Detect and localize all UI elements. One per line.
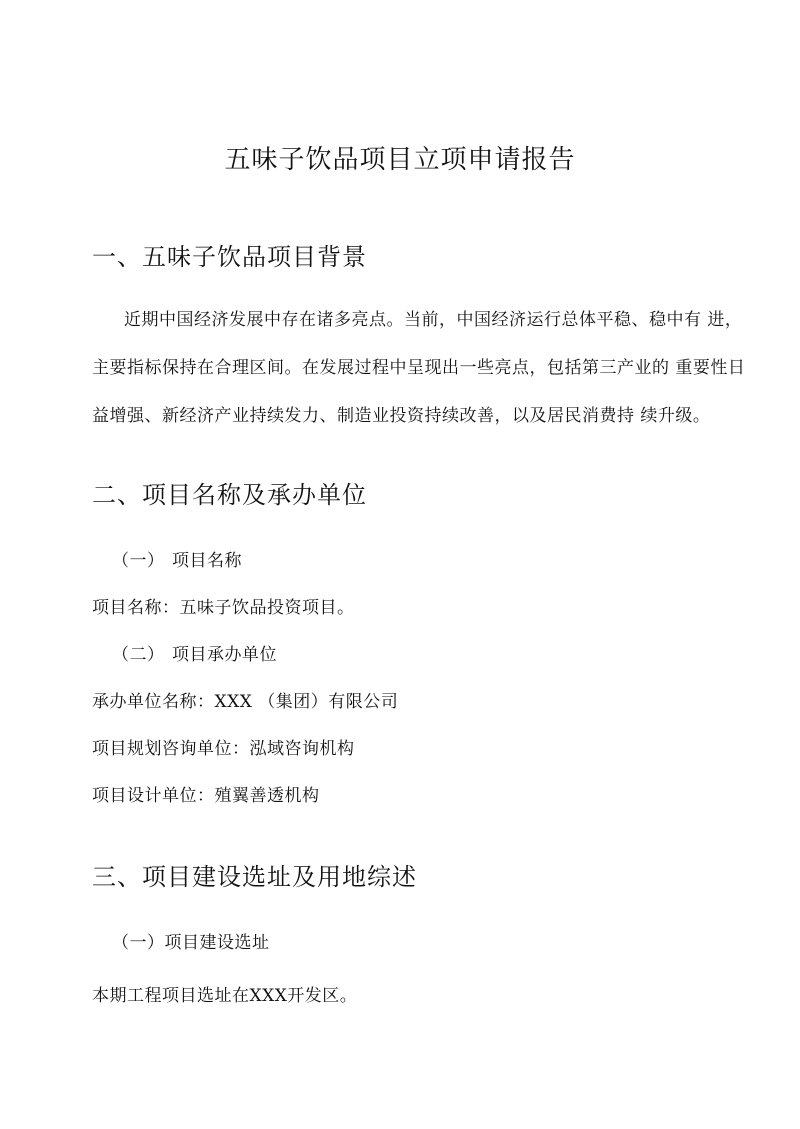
paragraph-line: 主要指标保持在合理区间。在发展过程中呈现出一些亮点，包括第三产业的 重要性日	[92, 358, 746, 378]
subsection-number: （一）	[112, 551, 165, 571]
paragraph-line: 益增强、新经济产业持续发力、制造业投资持续改善，以及居民消费持 续升级。	[92, 406, 711, 426]
subsection-title: 项目承办单位	[172, 645, 277, 665]
subsection-number: （二）	[112, 645, 165, 665]
subsection-heading	[112, 548, 242, 574]
section-number: 二、	[92, 481, 142, 509]
section-heading-1	[92, 240, 367, 274]
subsection-heading	[112, 642, 277, 668]
section-number: 一、	[92, 243, 142, 271]
subsection-heading	[112, 930, 270, 956]
site-line: 本期工程项目选址在XXX开发区。	[92, 986, 358, 1006]
planning-unit-line: 项目规划咨询单位：泓域咨询机构	[92, 739, 355, 759]
design-unit-line: 项目设计单位：殖翼善透机构	[92, 786, 320, 806]
document-title: 五味子饮品项目立项申请报告	[224, 145, 576, 175]
section-heading-3	[92, 860, 417, 894]
paragraph-line: 近期中国经济发展中存在诸多亮点。当前，中国经济运行总体平稳、稳中有 进，	[124, 310, 743, 330]
section-title: 项目名称及承办单位	[142, 481, 367, 509]
section-title: 五味子饮品项目背景	[142, 243, 367, 271]
subsection-title: 项目名称	[172, 551, 242, 571]
host-unit-line: 承办单位名称：XXX （集团）有限公司	[92, 692, 399, 712]
subsection-title: （一）项目建设选址	[112, 933, 270, 953]
section-title: 项目建设选址及用地综述	[142, 863, 417, 891]
project-name-line: 项目名称：五味子饮品投资项目。	[92, 598, 355, 618]
section-number: 三、	[92, 863, 142, 891]
section-heading-2	[92, 478, 367, 512]
